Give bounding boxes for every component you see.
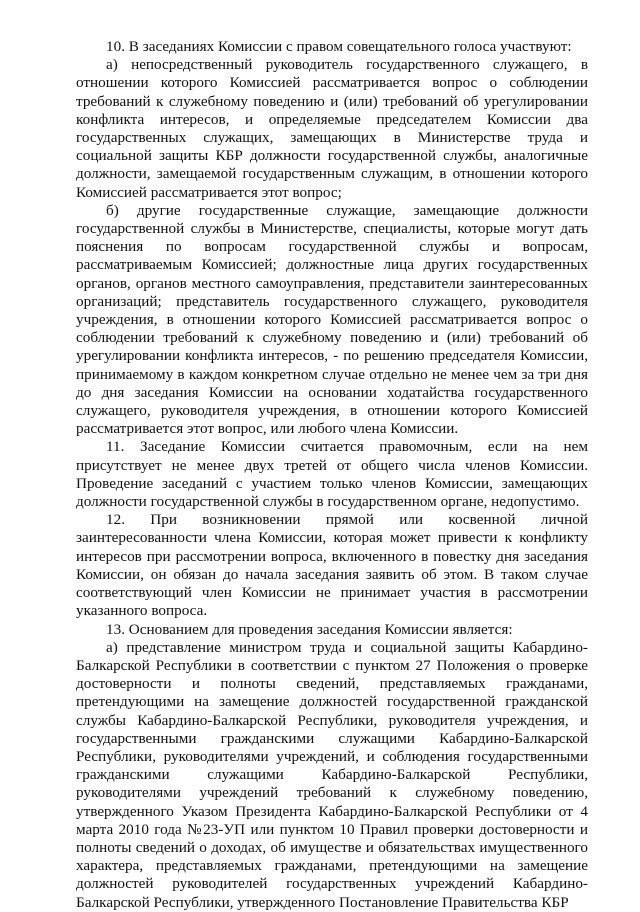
paragraph-10a: а) непосредственный руководитель государственного служащего, в отношении которого Комиссией рассматривается вопрос о соблюдении требований к служебному поведению и (или) требований об урегулировании конфликта интересов, и определяемые председателем Комиссии два государственных служащих, замещающих в Министерстве труда и социальной защиты КБР должности государственной службы, аналогичные должности, замещаемой государственным служащим, в отношении которого Комиссией рассматривается этот вопрос; (76, 56, 588, 201)
paragraph-12: 12. При возникновении прямой или косвенной личной заинтересованности члена Комиссии, которая может привести к конфликту интересов при рассмотрении вопроса, включенного в повестку дня заседания Комиссии, он обязан до начала заседания заявить об этом. В таком случае соответствующий член Комиссии не принимает участия в рассмотрении указанного вопроса. (76, 511, 588, 620)
paragraph-13a: а) представление министром труда и социальной защиты Кабардино-Балкарской Республики в соответствии с пунктом 27 Положения о проверке достоверности и полноты сведений, представляемых гражданами, претендующими на замещение должностей государственной гражданской службы Кабардино-Балкарской Республики, руководителя учреждения, и государственными гражданскими служащими Кабардино-Балкарской Республики, руководителями учреждений, и соблюдения государственными гражданскими служащими Кабардино-Балкарской Республики, руководителями учреждений требований к служебному поведению, утвержденного Указом Президента Кабардино-Балкарской Республики от 4 марта 2010 года №23-УП или пунктом 10 Правил проверки достоверности и полноты сведений о доходах, об имуществе и обязательствах имущественного характера, представляемых гражданами, претендующими на замещение должностей руководителей государственных учреждений Кабардино-Балкарской Республики, утвержденного Постановление Правительства КБР (76, 638, 588, 911)
paragraph-11: 11. Заседание Комиссии считается правомочным, если на нем присутствует не менее двух третей от общего числа членов Комиссии. Проведение заседаний с участием только членов Комиссии, замещающих должности государственной службы в государственном органе, недопустимо. (76, 438, 588, 511)
document-page (76, 38, 588, 912)
paragraph-10: 10. В заседаниях Комиссии с правом совещательного голоса участвуют: (106, 38, 572, 55)
paragraph-13: 13. Основанием для проведения заседания Комиссии является: (106, 620, 513, 638)
paragraph-10b: б) другие государственные служащие, замещающие должности государственной службы в Министерстве, специалисты, которые могут дать пояснения по вопросам государственной службы и вопросам, рассматриваемым Комиссией; должностные лица других государственных органов, органов местного самоуправления, представители заинтересованных организаций; представитель государственного служащего, руководителя учреждения, в отношении которого Комиссией рассматривается вопрос о соблюдении требований к служебному поведению и (или) требований об урегулировании конфликта интересов, - по решению председателя Комиссии, принимаемому в каждом конкретном случае отдельно не менее чем за три дня до дня заседания Комиссии на основании ходатайства государственного служащего, руководителя учреждения, в отношении которого Комиссией рассматривается этот вопрос, или любого члена Комиссии. (76, 201, 588, 438)
